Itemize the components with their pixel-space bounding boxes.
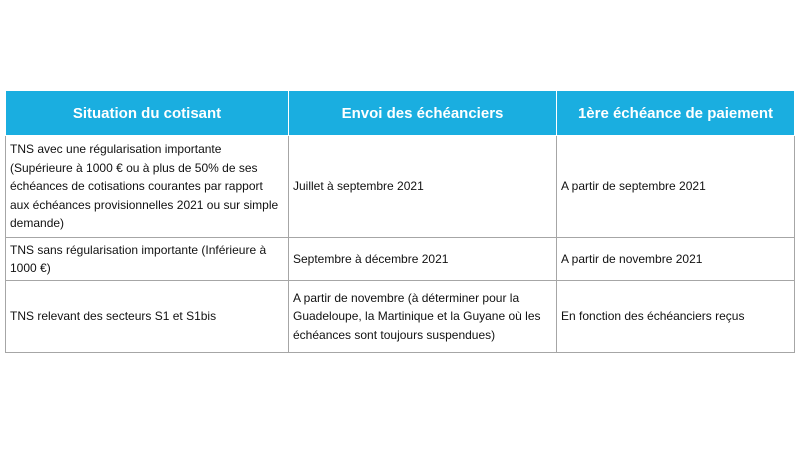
table-row [6,136,795,238]
cell-situation: TNS avec une régularisation importante (Supérieure à 1000 € ou à plus de 50% de ses échéances de cotisations courantes par rapport aux échéances provisionnelles 2021 ou sur simple demande) [6,136,289,238]
header-situation: Situation du cotisant [6,91,289,136]
cell-echeance: A partir de septembre 2021 [557,136,795,238]
table-header-row [6,91,795,136]
cell-situation: TNS relevant des secteurs S1 et S1bis [6,281,289,353]
header-echeance: 1ère échéance de paiement [557,91,795,136]
table-row [6,281,795,353]
cell-echeance: En fonction des échéanciers reçus [557,281,795,353]
cell-situation: TNS sans régularisation importante (Inférieure à 1000 €) [6,238,289,281]
cell-envoi: Septembre à décembre 2021 [289,238,557,281]
cell-envoi: Juillet à septembre 2021 [289,136,557,238]
cell-envoi: A partir de novembre (à déterminer pour la Guadeloupe, la Martinique et la Guyane où les échéances sont toujours suspendues) [289,281,557,353]
header-envoi: Envoi des échéanciers [289,91,557,136]
table-row [6,238,795,281]
payment-schedule-table [5,90,795,353]
cell-echeance: A partir de novembre 2021 [557,238,795,281]
